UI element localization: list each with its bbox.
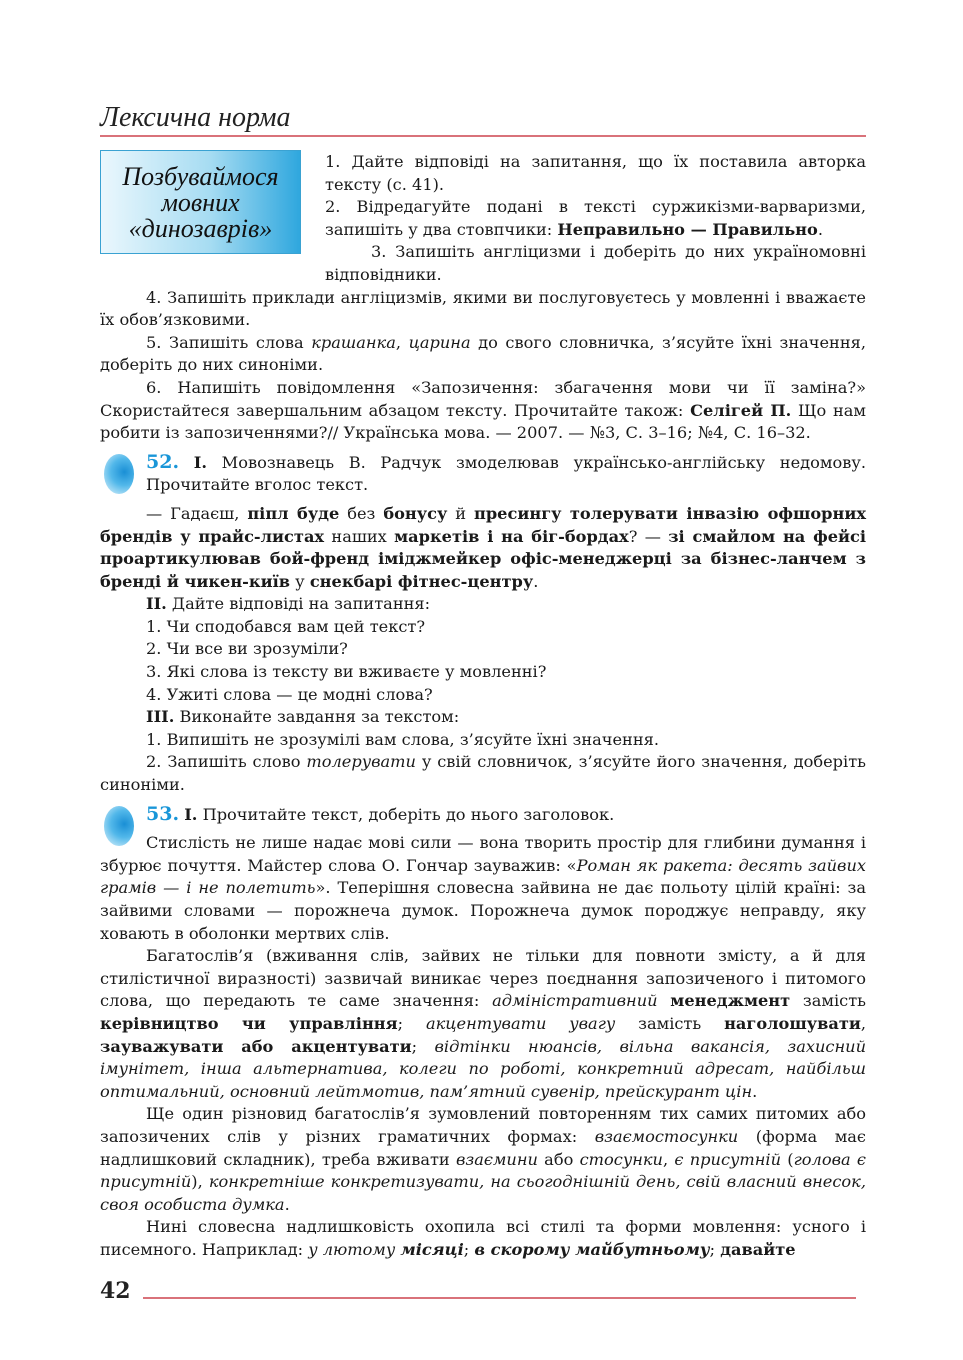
question-item: 3. Які слова із тексту ви вживаєте у мовленні? xyxy=(146,662,547,682)
task-item: 2. Запишіть слово толерувати у свій словничок, з’ясуйте його значення, доберіть синоніми. xyxy=(100,752,866,795)
exercise-53-heading: 53. I. Прочитайте текст, доберіть до нього заголовок. xyxy=(100,803,866,827)
task-3: 3. Запишіть англіцизми і доберіть до них україномовні відповідники. xyxy=(325,242,866,284)
exercise-52-quote: — Гадаєш, піпл буде без бонусу й пресингу толерувати інвазію офшорних брендів у прайс-листах наших маркетів і на біг-бордах? — зі смайлом на фейсі проартикулював бой-френд іміджмейкер офіс-менеджерці за бізнес-ланчем з бренді й чикен-київ у снекбарі фітнес-центру. xyxy=(100,503,867,591)
exercise-52-part-3: III. Виконайте завдання за текстом: xyxy=(146,707,460,727)
task-4: 4. Запишіть приклади англіцизмів, якими ви послуговуєтесь у мовленні і вважаєте їх обов’язковими. xyxy=(100,287,866,330)
exercise-53-paragraph-2: Багатослів’я (вживання слів, зайвих не тільки для повноти змісту, а й для стилістичної виразності) зазвичай виникає через поєднання запозиченого і питомого слова, що передають те саме значення: адміністративний менеджмент замість керівництво чи управління; акцентувати увагу замість наголошувати, зауважувати або акцентувати; відтінки нюансів, вільна вакансія, захисний імунітет, інша альтернатива, колеги по роботі, конкретний адресат, найбільш оптимальний, основний лейтмотив, пам’ятний сувенір, прейскурант цін. xyxy=(100,946,867,1101)
exercise-53-paragraph-3: Ще один різновид багатослів’я зумовлений повторенням тих самих питомих або запозичених слів у різних граматичних формах: взаємостосунки (форма має надлишковий складник), треба вживати взаємини або стосунки, є присутній (голова є присутній), конкретніше конкретизувати, на сьогоднішній день, свій власний внесок, своя особиста думка. xyxy=(100,1104,866,1214)
callout-line-2: мовних xyxy=(161,188,240,217)
page-number: 42 xyxy=(100,1278,131,1304)
callout-line-1: Позбуваймося xyxy=(122,162,279,191)
header-rule xyxy=(100,135,866,137)
task-1: 1. Дайте відповіді на запитання, що їх поставила авторка тексту (с. 41). xyxy=(325,152,866,194)
callout-line-3: «динозаврів» xyxy=(128,214,273,243)
exercise-bullet-icon xyxy=(104,454,134,494)
footer-rule xyxy=(143,1297,856,1299)
task-5: 5. Запишіть слова крашанка, царина до свого словничка, з’ясуйте їхні значення, доберіть до них синоніми. xyxy=(100,332,866,375)
section-title: Лексична норма xyxy=(100,102,291,133)
page-content xyxy=(100,151,866,1262)
callout-spacer xyxy=(100,151,325,269)
question-item: 2. Чи все ви зрозуміли? xyxy=(146,639,348,659)
task-item: 1. Випишіть не зрозумілі вам слова, з’ясуйте їхні значення. xyxy=(146,729,659,749)
exercise-bullet-icon xyxy=(104,806,134,846)
task-2: 2. Відредагуйте подані в тексті суржикізми-варваризми, запишіть у два стовпчики: Неправильно — Правильно. xyxy=(325,197,866,239)
exercise-53-paragraph-1: Стислість не лише надає мові сили — вона творить простір для глибини думання і збурює почуття. Майстер слова О. Гончар зауважив: «Роман як ракета: десять зайвих грамів — і не полетить». Теперішня словесна зайвина не дає польоту цілій країні: за зайвими словами — порожнеча думок. Порожнеча думок породжує неправду, яку ховають в оболонки мертвих слів. xyxy=(100,833,866,943)
question-item: 1. Чи сподобався вам цей текст? xyxy=(146,616,426,636)
exercise-number: 52. xyxy=(146,450,180,473)
exercise-52-heading: 52. I. Мовознавець В. Радчук змоделював українсько-англійську недомову. Прочитайте вголос текст. xyxy=(100,451,866,497)
question-item: 4. Ужиті слова — це модні слова? xyxy=(146,684,433,704)
task-6: 6. Напишіть повідомлення «Запозичення: збагачення мови чи її заміна?» Скористайтеся завершальним абзацом тексту. Прочитайте також: Селігей П. Що нам робити із запозиченнями?// Українська мова. — 2007. — №3, С. 3–16; №4, С. 16–32. xyxy=(100,377,866,443)
exercise-number: 53. xyxy=(146,802,180,825)
exercise-53-paragraph-4: Нині словесна надлишковість охопила всі стилі та форми мовлення: усного і писемного. Наприклад: у лютому місяці; в скорому майбутньому; давайте xyxy=(100,1217,866,1259)
exercise-52-part-2: II. Дайте відповіді на запитання: xyxy=(146,594,431,614)
